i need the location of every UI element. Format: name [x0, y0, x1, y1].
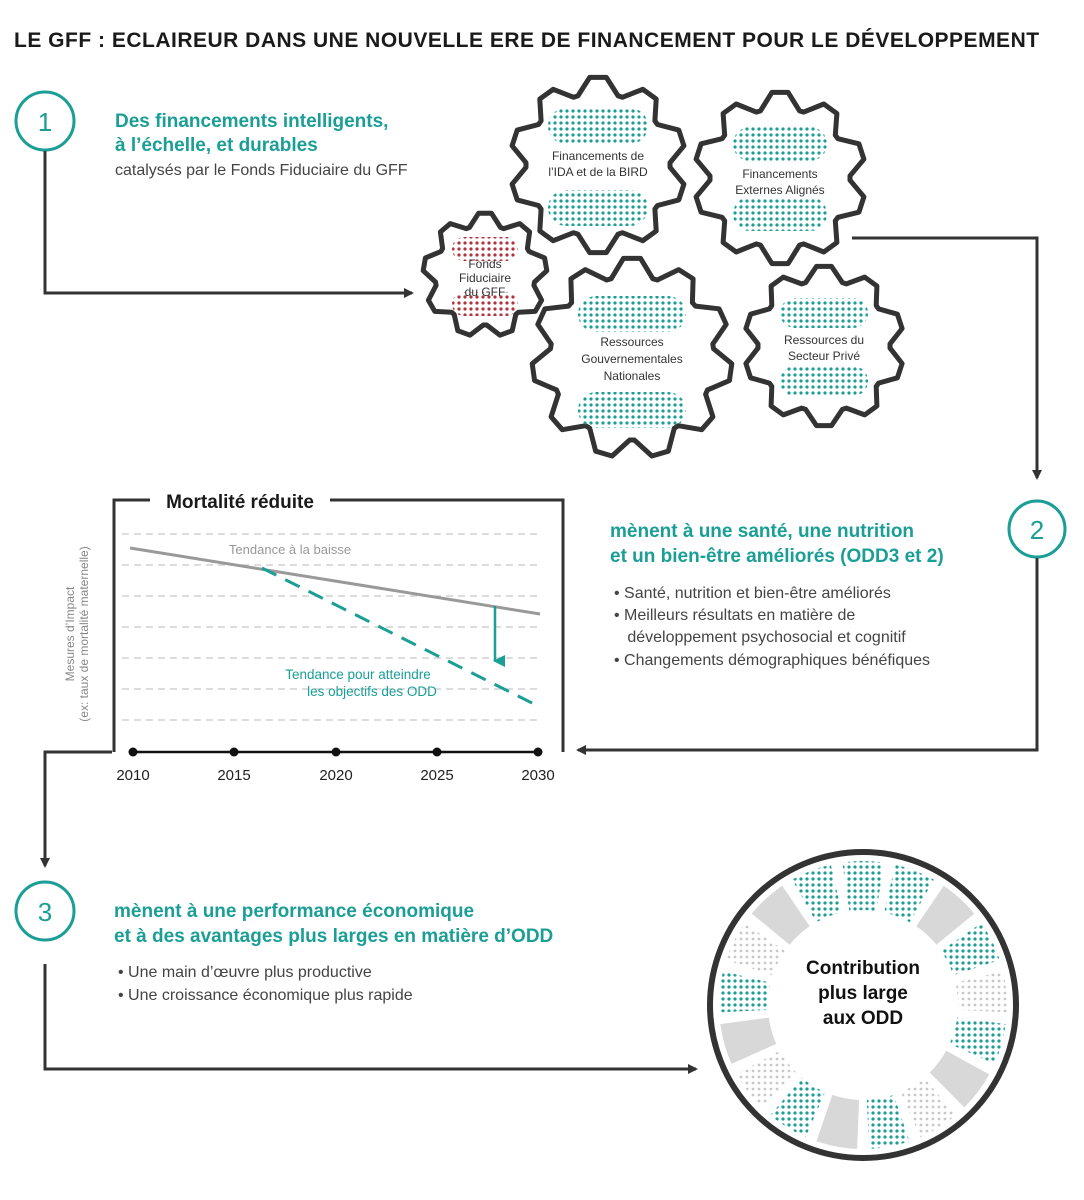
step-3-bullet-2: • Une croissance économique plus rapide — [118, 987, 413, 1004]
x-tick-2015: 2015 — [217, 767, 251, 784]
gear-nationales-label-2: Gouvernementales — [581, 352, 683, 366]
step-2-heading-line2: et un bien-être améliorés (ODD3 et 2) — [610, 546, 944, 567]
x-tick-2010: 2010 — [116, 767, 150, 784]
gear-nationales-dots-top — [578, 296, 686, 332]
step-1-number: 1 — [37, 107, 53, 137]
step-3-heading-line1: mènent à une performance économique — [114, 901, 475, 922]
gear-ida-bird-dots-top — [548, 108, 648, 144]
x-tick-2020: 2020 — [319, 767, 353, 784]
x-tick-2030: 2030 — [521, 767, 555, 784]
gear-prive — [746, 266, 902, 425]
gear-externes — [696, 92, 864, 263]
trend-down-label: Tendance à la baisse — [228, 542, 352, 557]
chart-ylabel — [63, 546, 91, 721]
step-1-heading-line1: Des financements intelligents, — [115, 111, 389, 132]
chart-title: Mortalité réduite — [166, 492, 314, 513]
wheel-segment — [842, 861, 883, 911]
gear-nationales — [532, 258, 732, 456]
step-3 — [16, 882, 553, 1004]
sdg-wheel — [710, 852, 1016, 1158]
gear-prive-dots-bottom — [780, 366, 868, 396]
gears-cluster — [423, 77, 902, 456]
wheel-label-line3: aux ODD — [822, 1008, 904, 1029]
gear-nationales-label-3: Nationales — [603, 369, 661, 383]
step-2 — [610, 501, 1065, 669]
connector-chart-to-3 — [45, 752, 112, 866]
step-3-bullet-1: • Une main d’œuvre plus productive — [118, 964, 372, 981]
wheel-label-line2: plus large — [818, 983, 908, 1004]
gear-externes-dots-top — [733, 127, 827, 161]
step-1-subtitle: catalysés par le Fonds Fiduciaire du GFF — [115, 162, 408, 179]
step-2-bullet-3: développement psychosocial et cognitif — [614, 629, 906, 646]
step-3-heading-line2: et à des avantages plus larges en matière d’ODD — [114, 926, 554, 947]
gear-ida-bird-label-1: Financements de — [551, 149, 645, 163]
gear-ida-bird-label-2: l’IDA et de la BIRD — [548, 165, 648, 179]
chart-ylabel-line2: (ex: taux de mortalité maternelle) — [77, 546, 91, 722]
target-label-line1: Tendance pour atteindre — [285, 667, 431, 682]
target-label-line2: les objectifs des ODD — [307, 684, 437, 699]
gear-fonds-label-1: Fonds — [468, 257, 502, 271]
step-2-bullet-4: • Changements démographiques bénéfiques — [614, 652, 931, 669]
step-1-heading-line2: à l’échelle, et durables — [115, 135, 318, 156]
step-2-heading-line1: mènent à une santé, une nutrition — [610, 521, 915, 542]
gear-ida-bird-dots-bottom — [548, 190, 648, 226]
gear-prive-label-2: Secteur Privé — [787, 349, 861, 363]
step-1 — [16, 92, 408, 179]
gear-nationales-label-1: Ressources — [600, 335, 664, 349]
gear-fonds-label-3: du GFF — [464, 285, 506, 299]
step-2-number: 2 — [1029, 515, 1045, 545]
wheel-label-line1: Contribution — [806, 958, 920, 979]
step-2-bullet-1: • Santé, nutrition et bien-être améliorés — [614, 585, 891, 602]
gear-fonds — [423, 213, 547, 335]
gear-nationales-dots-bottom — [578, 392, 686, 428]
step-2-bullet-2: • Meilleurs résultats en matière de — [614, 607, 856, 624]
gear-externes-label-1: Financements — [742, 167, 818, 181]
gear-ida-bird — [512, 77, 684, 252]
gear-externes-dots-bottom — [733, 197, 827, 231]
page-title: LE GFF : ECLAIREUR DANS UNE NOUVELLE ERE DE FINANCEMENT POUR LE DÉVELOPPEMENT — [14, 29, 1040, 52]
step-3-number: 3 — [37, 897, 53, 927]
gear-externes-label-2: Externes Alignés — [735, 183, 825, 197]
mortality-chart — [63, 492, 563, 784]
x-tick-2025: 2025 — [420, 767, 454, 784]
gear-fonds-label-2: Fiduciaire — [458, 271, 512, 285]
gear-prive-dots-top — [780, 298, 868, 328]
chart-ylabel-line1: Mesures d’Impact — [63, 586, 77, 682]
gear-prive-label-1: Ressources du — [783, 333, 865, 347]
